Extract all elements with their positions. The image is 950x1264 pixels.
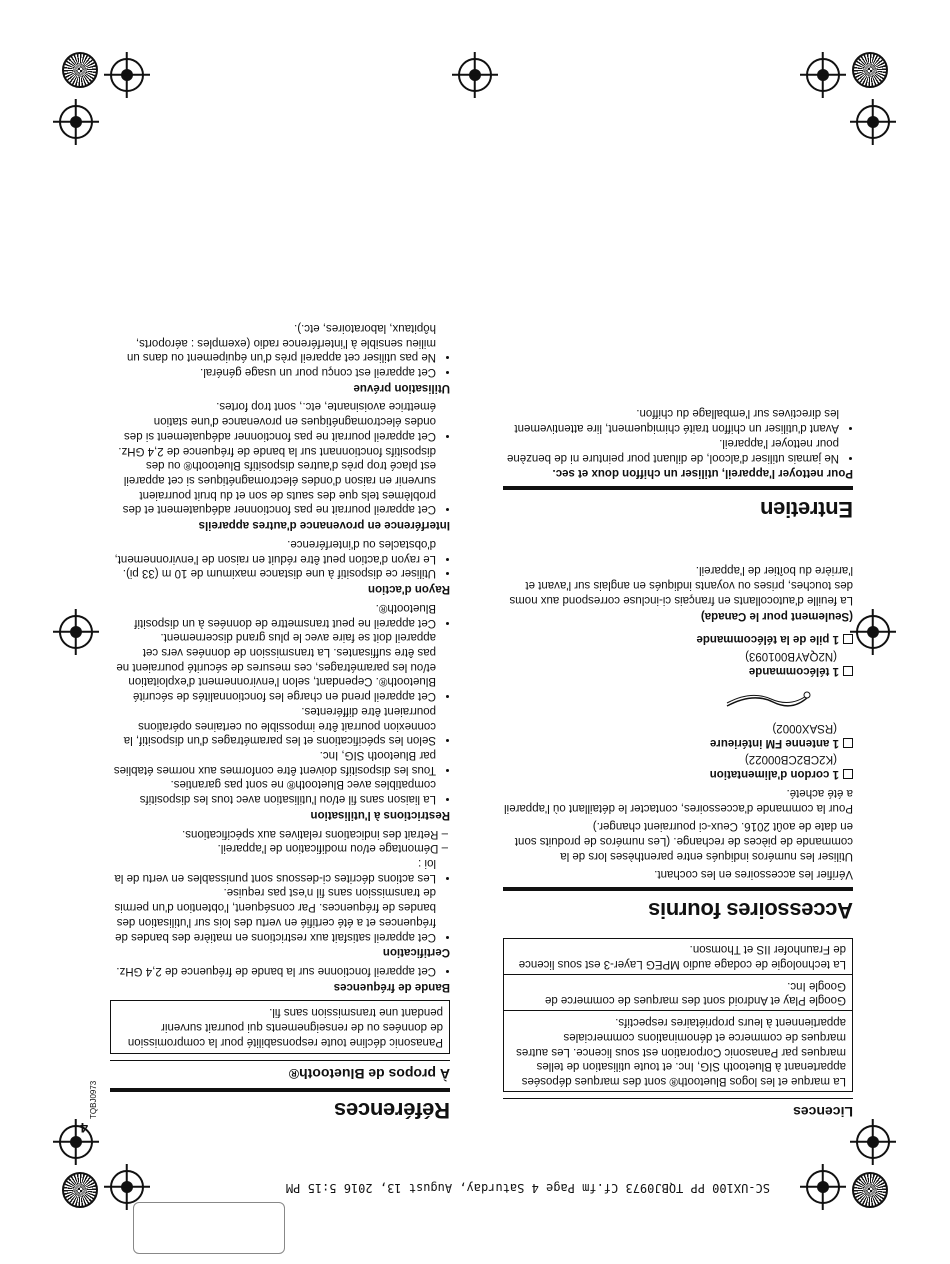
list-item: • Cet appareil satisfait aux restrictions en matière des bandes de fréquences et a été certifié en vertu des lois sur l'utilisation des bandes de fréquences. Par conséquent, l'obtention d'un permis de transmission sans fil n'est pas requise.	[110, 885, 436, 944]
registration-mark-icon	[110, 58, 144, 92]
list-item: • Cet appareil fonctionne sur la bande de fréquence de 2,4 GHz.	[110, 963, 436, 978]
right-column	[503, 406, 853, 1124]
list-item: • Tous les dispositifs doivent être conformes aux normes établies par Bluetooth SIG, Inc.	[110, 747, 436, 776]
list-item: • Cet appareil ne peut transmettre de données à un dispositif Bluetooth®.	[110, 600, 436, 629]
cert-heading: Certification	[382, 946, 450, 959]
doc-code: TQBJ0973	[89, 1080, 98, 1119]
accessories-title: Accessoires fournis	[503, 887, 853, 923]
list-item: • Avant d'utiliser un chiffon traité chimiquement, lire attentivement les directives sur l'emballage du chiffon.	[503, 406, 839, 435]
restrictions-heading: Restrictions à l'utilisation	[310, 808, 450, 821]
list-item: • Cet appareil pourrait ne pas fonctionner adéquatement et des problèmes tels que des sauts de son et du bruit pourraient survenir en raison d'ondes électromagnétiques si cet appareil est placé trop près d'autres dispositifs Bluetooth® ou des dispositifs fonctionnant sur la bande de fréquence de 2,4 GHz.	[110, 443, 436, 517]
list-item: • Selon les spécifications et les paramétrages d'un dispositif, la connexion pourrait être impossible ou certaines opérations pourraient être différentes.	[110, 703, 436, 747]
licence-row: Google Play et Android sont des marques de commerce de Google Inc.	[504, 974, 852, 1010]
interference-list	[110, 399, 450, 517]
star-target-icon	[62, 52, 98, 88]
checkbox-icon[interactable]	[843, 634, 853, 644]
accessories-note: Utiliser les numéros indiqués entre parenthèses lors de la commande de pièces de rechange. (Les numéros de produits sont en date de août 2016. Ceux-ci pourraient changer.)	[514, 820, 853, 862]
list-item: • Utiliser ce dispositif à une distance maximum de 10 m (33 pi).	[110, 566, 436, 581]
licences-heading: Licences	[503, 1098, 853, 1120]
band-heading: Bande de fréquences	[333, 980, 450, 993]
list-item: • Le rayon d'action peut être réduit en raison de l'environnement, d'obstacles ou d'interférence.	[110, 536, 436, 565]
registration-mark-icon	[110, 1170, 144, 1204]
accessory-item	[503, 648, 853, 677]
checkbox-icon[interactable]	[843, 769, 853, 779]
print-header: SC-UX100 PP TQBJ0973 Cf.fm Page 4 Saturday, August 13, 2016 5:15 PM	[285, 1181, 770, 1195]
list-item: • Ne pas utiliser cet appareil près d'un équipement ou dans un milieu sensible à l'interférence radio (exemples : aéroports, hôpitaux, laboratoires, etc.).	[110, 320, 436, 364]
use-heading: Utilisation prévue	[353, 381, 450, 394]
accessories-order: Pour la commande d'accessoires, contacter le détaillant où l'appareil a été acheté.	[504, 786, 853, 814]
band-list	[110, 963, 450, 978]
cert-dash-list	[110, 826, 450, 855]
registration-mark-icon	[856, 1125, 890, 1159]
accessory-code: (K2CB2CB00022)	[744, 753, 837, 766]
range-heading: Rayon d'action	[368, 583, 450, 596]
star-target-icon	[62, 1172, 98, 1208]
star-target-icon	[852, 52, 888, 88]
accessory-code: (N2QAYB001093)	[745, 649, 837, 662]
sticker-placeholder	[133, 1202, 285, 1254]
accessory-label: 1 pile de la télécommande	[696, 633, 839, 646]
range-list	[110, 536, 450, 580]
registration-mark-icon	[856, 615, 890, 649]
licences-table	[503, 938, 853, 1092]
canada-text: La feuille d'autocollants en français ci-incluse correspond aux noms des touches, prises ou voyants indiqués en anglais sur l'avant et l'arrière du boîtier de l'appareil.	[509, 564, 853, 606]
use-list	[110, 320, 450, 379]
accessory-item	[503, 680, 853, 750]
restrictions-list	[110, 600, 450, 806]
checkbox-icon[interactable]	[843, 738, 853, 748]
list-item: – Retrait des indications relatives aux spécifications.	[110, 826, 436, 841]
bluetooth-heading: À propos de Bluetooth®	[110, 1060, 450, 1082]
list-item: • Cet appareil est conçu pour un usage général.	[110, 364, 436, 379]
accessory-label: 1 cordon d'alimentation	[709, 768, 839, 781]
accessory-item	[503, 631, 853, 646]
list-item: • La liaison sans fil et/ou l'utilisation avec tous les dispositifs compatibles avec Bluetooth® ne sont pas garanties.	[110, 777, 436, 806]
interference-heading: Interférence en provenance d'autres appareils	[198, 519, 450, 532]
maintenance-title: Entretien	[503, 486, 853, 522]
accessory-code: (RSAX0002)	[772, 722, 837, 734]
registration-mark-icon	[59, 615, 93, 649]
registration-mark-icon	[806, 1170, 840, 1204]
registration-mark-icon	[806, 58, 840, 92]
disclaimer-box: Panasonic décline toute responsabilité pour la compromission de données ou de renseignements qui pourrait survenir pendant une transmission sans fil.	[110, 1000, 450, 1054]
fm-antenna-icon	[723, 688, 813, 716]
list-item: • Cet appareil pourrait ne pas fonctionner adéquatement si des ondes électromagnétiques en provenance d'une station émettrice avoisinante, etc., sont trop fortes.	[110, 399, 436, 443]
registration-mark-icon	[458, 58, 492, 92]
list-item: • Ne jamais utiliser d'alcool, de diluant pour peinture ni de benzène pour nettoyer l'appareil.	[503, 435, 839, 464]
left-column	[110, 320, 450, 1124]
canada-heading: (Seulement pour le Canada)	[700, 610, 853, 623]
accessories-intro: Vérifier les accessoires en les cochant.	[654, 868, 853, 881]
accessory-label: 1 télécommande	[748, 664, 839, 677]
maintenance-heading: Pour nettoyer l'appareil, utiliser un chiffon doux et sec.	[552, 467, 853, 480]
list-item: • Cet appareil prend en charge les fonctionnalités de sécurité Bluetooth®. Cependant, selon l'environnement d'exploitation et/ou les paramétrages, ces mesures de sécurité pourraient ne pas être suffisantes. La transmission de données vers cet appareil doit se faire avec le plus grand discernement.	[110, 630, 436, 704]
accessory-item	[503, 752, 853, 781]
maintenance-list	[503, 406, 853, 465]
page-number: 4	[80, 1120, 88, 1136]
checkbox-icon[interactable]	[843, 666, 853, 676]
registration-mark-icon	[856, 105, 890, 139]
list-item: – Démontage et/ou modification de l'appareil.	[110, 841, 436, 856]
cert-list	[110, 855, 450, 943]
licence-row: La technologie de codage audio MPEG Layer-3 est sous licence de Fraunhofer IIS et Thomson.	[518, 943, 846, 971]
registration-mark-icon	[59, 105, 93, 139]
list-item: • Les actions décrites ci-dessous sont punissables en vertu de la loi :	[110, 855, 436, 884]
accessory-label: 1 antenne FM intérieure	[709, 736, 839, 749]
star-target-icon	[852, 1172, 888, 1208]
licence-row: La marque et les logos Bluetooth® sont des marques déposées appartenant à Bluetooth SIG, Inc. et toute utilisation de telles marques par Panasonic Corporation est sous licence. Les autres marques de commerce et dénominations commerciales appartiennent à leurs propriétaires respectifs.	[504, 1011, 852, 1092]
references-title: Références	[110, 1088, 450, 1124]
